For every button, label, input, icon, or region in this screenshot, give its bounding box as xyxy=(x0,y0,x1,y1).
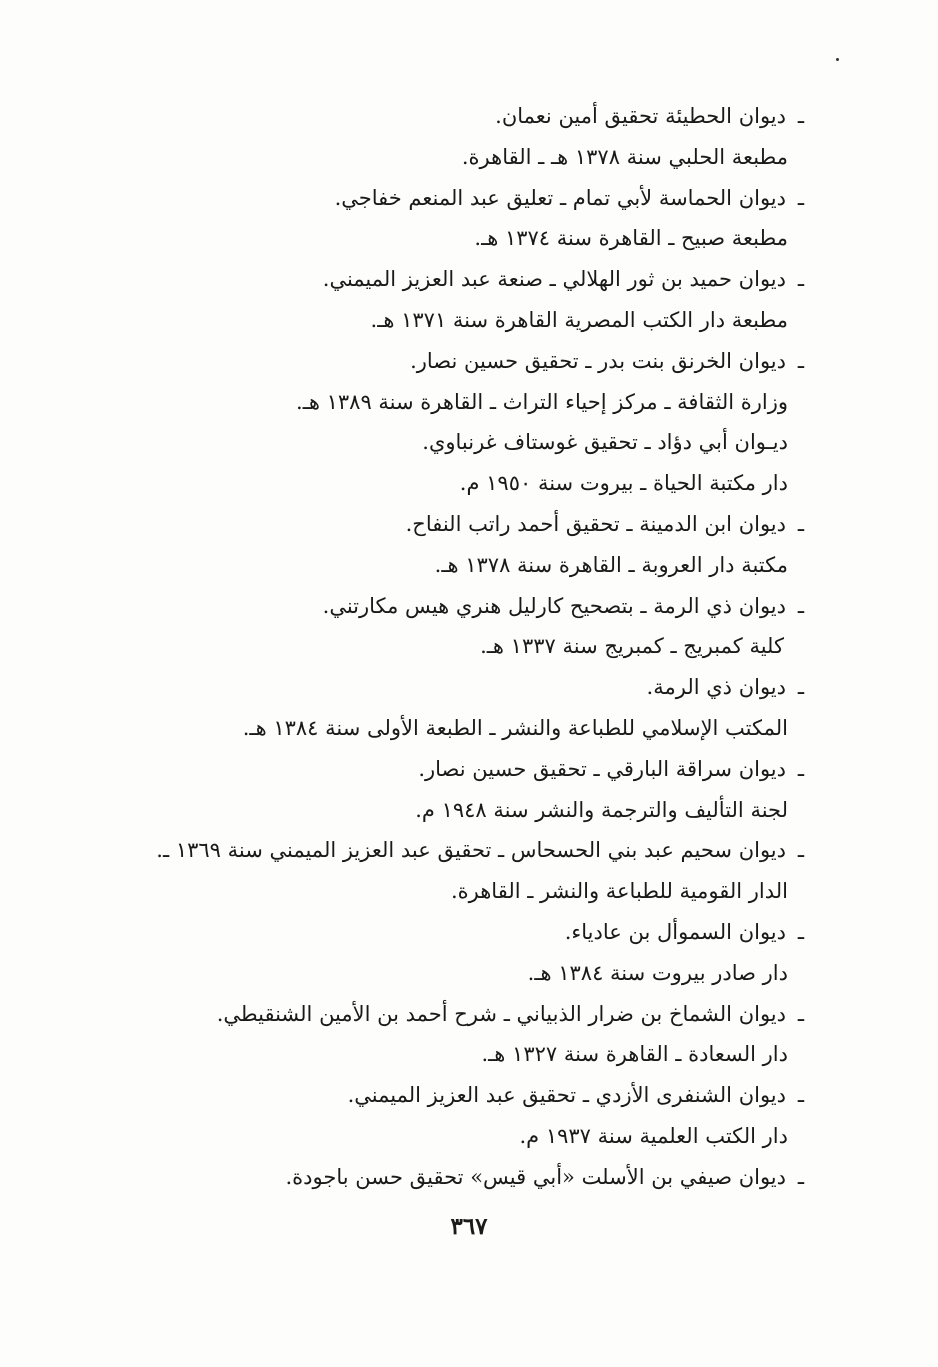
entry-publisher: وزارة الثقافة ـ مركز إحياء التراث ـ القاهرة سنة ١٣٨٩ هـ. xyxy=(296,389,788,414)
entry-title-line xyxy=(114,1157,804,1198)
entry-publisher: دار السعادة ـ القاهرة سنة ١٣٢٧ هـ. xyxy=(481,1042,788,1067)
bibliography-list xyxy=(114,96,804,1198)
entry-publisher: المكتب الإسلامي للطباعة والنشر ـ الطبعة الأولى سنة ١٣٨٤ هـ. xyxy=(242,715,788,740)
entry-title: ديوان سحيم عبد بني الحسحاس ـ تحقيق عبد العزيز الميمني سنة ١٣٦٩ ـ. xyxy=(156,838,786,863)
entry-title-line xyxy=(114,830,804,871)
entry-publisher: الدار القومية للطباعة والنشر ـ القاهرة. xyxy=(450,879,788,904)
entry-publisher-line xyxy=(114,218,804,259)
entry-publisher-line xyxy=(114,300,804,341)
entry-publisher: دار مكتبة الحياة ـ بيروت سنة ١٩٥٠ م. xyxy=(459,471,788,496)
entry-dash: ـ xyxy=(797,104,804,128)
entry-title-line xyxy=(114,341,804,382)
entry-title-line xyxy=(114,422,804,463)
entry-dash: ـ xyxy=(797,919,804,944)
entry-publisher-line xyxy=(114,871,804,912)
entry-title: ديوان الشماخ بن ضرار الذبياني ـ شرح أحمد بن الأمين الشنقيطي. xyxy=(216,1001,786,1026)
entry-dash: ـ xyxy=(797,267,804,292)
entry-publisher: دار صادر بيروت سنة ١٣٨٤ هـ. xyxy=(527,960,788,985)
entry-publisher: مطبعة صبيح ـ القاهرة سنة ١٣٧٤ هـ. xyxy=(474,226,788,251)
entry-publisher-line xyxy=(114,626,804,667)
entry-publisher-line xyxy=(114,708,804,749)
entry-title-line xyxy=(114,259,804,300)
entry-publisher: دار الكتب العلمية سنة ١٩٣٧ م. xyxy=(519,1123,788,1148)
entry-publisher-line xyxy=(114,1034,804,1075)
entry-title-line xyxy=(114,504,804,545)
entry-dash: ـ xyxy=(797,593,804,618)
entry-title: ديـوان أبي دؤاد ـ تحقيق غوستاف غرنباوي. xyxy=(422,430,788,455)
entry-publisher-line xyxy=(114,953,804,994)
entry-publisher: مطبعة دار الكتب المصرية القاهرة سنة ١٣٧١ هـ. xyxy=(370,307,788,332)
entry-title: ديوان الشنفرى الأزدي ـ تحقيق عبد العزيز الميمني. xyxy=(347,1083,786,1108)
entry-publisher: مطبعة الحلبي سنة ١٣٧٨ هـ ـ القاهرة. xyxy=(461,144,788,169)
entry-title: ديوان ابن الدمينة ـ تحقيق أحمد راتب النفاح. xyxy=(405,511,786,536)
entry-title: ديوان صيفي بن الأسلت «أبي قيس» تحقيق حسن باجودة. xyxy=(285,1164,786,1189)
entry-dash: ـ xyxy=(797,185,804,210)
entry-title: ديوان الحطيئة تحقيق أمين نعمان. xyxy=(495,104,786,128)
entry-title: ديوان الحماسة لأبي تمام ـ تعليق عبد المنعم خفاجي. xyxy=(334,185,786,210)
entry-dash: ـ xyxy=(797,838,804,863)
entry-dash: ـ xyxy=(797,756,804,781)
entry-title-line xyxy=(114,96,804,137)
entry-publisher: لجنة التأليف والترجمة والنشر سنة ١٩٤٨ م. xyxy=(415,797,788,822)
entry-title-line xyxy=(114,178,804,219)
entry-publisher-line xyxy=(114,545,804,586)
entry-publisher-line xyxy=(114,463,804,504)
entry-dash: ـ xyxy=(797,511,804,536)
page-number: ٣٦٧ xyxy=(450,1213,488,1240)
entry-title-line xyxy=(114,1075,804,1116)
entry-dash: ـ xyxy=(797,1164,804,1189)
entry-dash: ـ xyxy=(797,675,804,700)
entry-title: ديوان الخرنق بنت بدر ـ تحقيق حسين نصار. xyxy=(410,348,786,373)
entry-dash: ـ xyxy=(797,1083,804,1108)
entry-dash: ـ xyxy=(797,348,804,373)
entry-title: ديوان حميد بن ثور الهلالي ـ صنعة عبد العزيز الميمني. xyxy=(322,267,786,292)
entry-publisher: كلية كمبريج ـ كمبريج سنة ١٣٣٧ هـ. xyxy=(480,634,784,659)
entry-publisher-line xyxy=(114,137,804,178)
entry-title: ديوان سراقة البارقي ـ تحقيق حسين نصار. xyxy=(418,756,786,781)
ink-speck xyxy=(836,58,839,61)
entry-publisher-line xyxy=(114,1116,804,1157)
entry-publisher-line xyxy=(114,790,804,831)
entry-dash: ـ xyxy=(797,1001,804,1026)
entry-title-line xyxy=(114,749,804,790)
entry-title-line xyxy=(114,586,804,627)
entry-title: ديوان السموأل بن عادياء. xyxy=(564,919,786,944)
entry-title-line xyxy=(114,912,804,953)
entry-title-line xyxy=(114,994,804,1035)
entry-title: ديوان ذي الرمة. xyxy=(646,675,786,700)
entry-title: ديوان ذي الرمة ـ بتصحيح كارليل هنري هيس مكارتني. xyxy=(322,593,786,618)
entry-publisher: مكتبة دار العروبة ـ القاهرة سنة ١٣٧٨ هـ. xyxy=(434,552,788,577)
entry-title-line xyxy=(114,667,804,708)
entry-publisher-line xyxy=(114,382,804,423)
